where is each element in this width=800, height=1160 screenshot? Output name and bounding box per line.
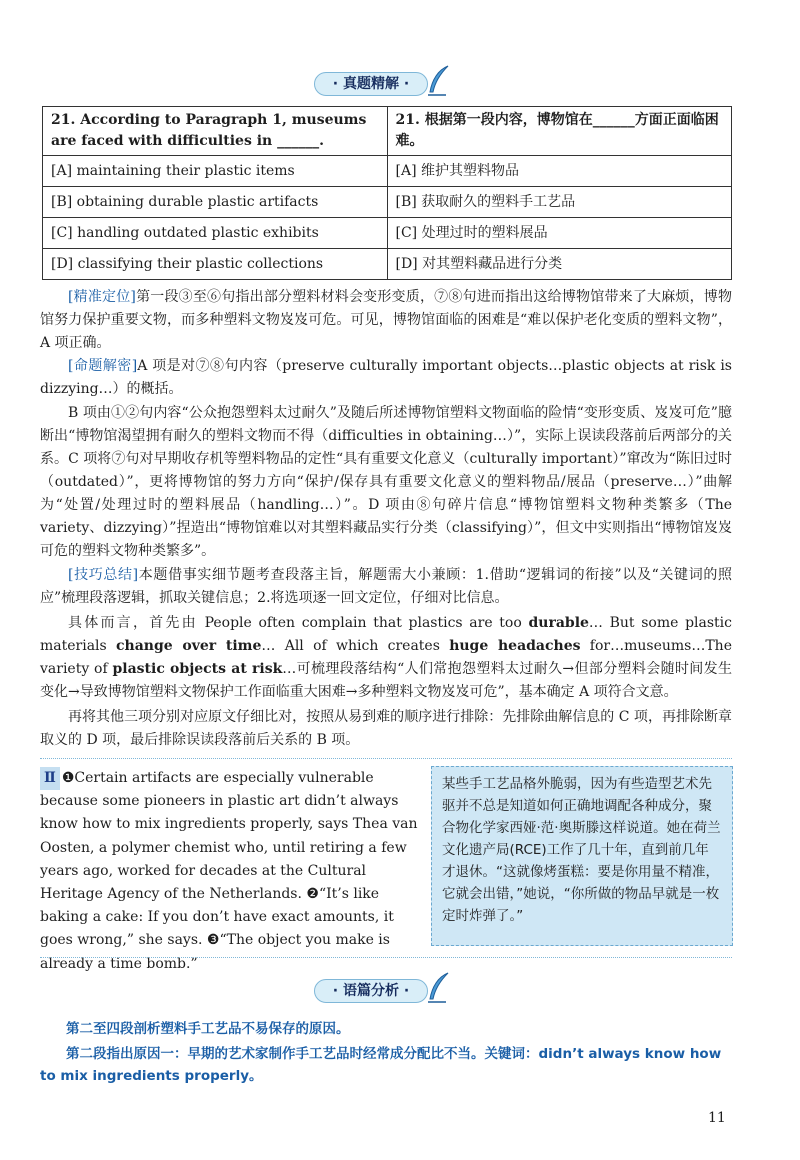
question-stem-en: 21. According to Paragraph 1, museums are faced with difficulties in ______. [43,107,388,156]
passage-sentence-2: “It’s like baking a cake: If you don’t have exact amounts, it goes wrong,” she says. [40,886,394,949]
skill-paragraph [40,564,732,610]
locate-tag: [精准定位] [68,289,136,305]
question-stem-cn: 21. 根据第一段内容，博物馆在______方面正面临困难。 [387,107,732,156]
quill-pen-icon [424,64,452,98]
passage-paragraph-2 [40,767,418,976]
divider [40,957,732,958]
skill-p2-part: … All of which creates [261,638,450,654]
keyword-huge-headaches: huge headaches [449,638,581,654]
quill-pen-icon [424,971,452,1005]
section-title-label: · 语篇分析 · [314,979,428,1003]
sentence-marker: ❷ [306,886,319,903]
passage-sentence-3: “The object you make is already a time bomb.” [40,932,390,972]
section-title-discourse-analysis [300,975,450,1005]
skill-p2-part: 具体而言，首先由 People often complain that plastics are too [68,615,529,631]
skill-paragraph-2 [40,612,732,704]
decode-paragraph [40,355,732,401]
passage-sentence-1: Certain artifacts are especially vulnerable because some pioneers in plastic art didn’t always know how to mix ingredients properly, says Thea van Oosten, a polymer chemist who, until retiring a few years ago, worked for decades at the Cultural Heritage Agency of the Netherlands. [40,770,418,903]
keyword-plastic-objects-at-risk: plastic objects at risk [112,661,283,677]
option-b-en: [B] obtaining durable plastic artifacts [43,187,388,218]
page-number: 11 [708,1110,726,1126]
skill-tag: [技巧总结] [68,567,139,583]
keyword-durable: durable [528,615,589,631]
translation-box: 某些手工艺品格外脆弱，因为有些造型艺术先驱并不总是知道如何正确地调配各种成分，聚合物化学家西娅·范·奥斯滕这样说道。她在荷兰文化遗产局(RCE)工作了几十年，直到前几年才退休。“这就像烤蛋糕：要是你用量不精准，它就会出错，”她说，“你所做的物品早就是一枚定时炸弹了。” [431,766,733,946]
option-a-cn: [A] 维护其塑料物品 [387,156,732,187]
analysis-line-1: 第二至四段剖析塑料手工艺品不易保存的原因。 [66,1021,350,1037]
analysis-line-2: 第二段指出原因一：早期的艺术家制作手工艺品时经常成分配比不当。关键词：didn’t always know how to mix ingredients properly。 [40,1046,722,1084]
paragraph-number-badge: Ⅱ [40,767,60,790]
skill-p2-part: … But some plastic materials [40,615,732,654]
decode-tag: [命题解密] [68,358,138,374]
question-table [42,106,732,280]
keyword-change-over-time: change over time [116,638,262,654]
decode-text: A 项是对⑦⑧句内容（preserve culturally important objects…plastic objects at risk is dizzying…）的概括。 [40,358,732,397]
option-d-cn: [D] 对其塑料藏品进行分类 [387,249,732,280]
skill-text: 本题借事实细节题考查段落主旨，解题需大小兼顾：1.借助“逻辑词的衔接”以及“关键词的照应”梳理段落逻辑，抓取关键信息；2.将选项逐一回文定位，仔细对比信息。 [40,567,732,606]
option-b-cn: [B] 获取耐久的塑料手工艺品 [387,187,732,218]
decode-paragraph-2: B 项由①②句内容“公众抱怨塑料太过耐久”及随后所述博物馆塑料文物面临的险情“变形变质、岌岌可危”臆断出“博物馆渴望拥有耐久的塑料文物而不得（difficulties in obtaining…）”，实际上误读段落前后两部分的关系。C 项将⑦句对早期收存机等塑料物品的定性“具有重要文化意义（culturally important）”窜改为“陈旧过时（outdated）”，更将博物馆的努力方向“保护/保存具有重要文化意义的塑料物品/展品（preserve…）”曲解为“处置/处理过时的塑料展品（handling…）”。D 项由⑧句碎片信息“博物馆塑料文物种类繁多（The variety、dizzying）”捏造出“博物馆难以对其塑料藏品实行分类（classifying）”，但文中实则指出“博物馆岌岌可危的塑料文物种类繁多”。 [40,405,732,559]
locate-paragraph [40,286,732,355]
skill-p2-part: …可梳理段落结构“人们常抱怨塑料太过耐久→但部分塑料会随时间发生变化→导致博物馆塑料文物保护工作面临重大困难→多种塑料文物岌岌可危”，基本确定 A 项符合文意。 [40,661,733,700]
sentence-marker: ❶ [61,770,75,786]
option-c-cn: [C] 处理过时的塑料展品 [387,218,732,249]
option-c-en: [C] handling outdated plastic exhibits [43,218,388,249]
sentence-marker: ❸ [206,932,220,949]
locate-text: 第一段③至⑥句指出部分塑料材料会变形变质，⑦⑧句进而指出这给博物馆带来了大麻烦，博物馆努力保护重要文物，而多种塑料文物岌岌可危。可见，博物馆面临的困难是“难以保护老化变质的塑料文物”，A 项正确。 [40,289,732,351]
skill-p2-part: for…museums…The variety of [40,638,732,677]
divider [40,758,732,759]
section-title-real-exam [300,68,450,98]
option-a-en: [A] maintaining their plastic items [43,156,388,187]
skill-paragraph-3: 再将其他三项分别对应原文仔细比对，按照从易到难的顺序进行排除：先排除曲解信息的 C 项，再排除断章取义的 D 项，最后排除误读段落前后关系的 B 项。 [40,709,732,748]
section-title-label: · 真题精解 · [314,72,428,96]
option-d-en: [D] classifying their plastic collections [43,249,388,280]
